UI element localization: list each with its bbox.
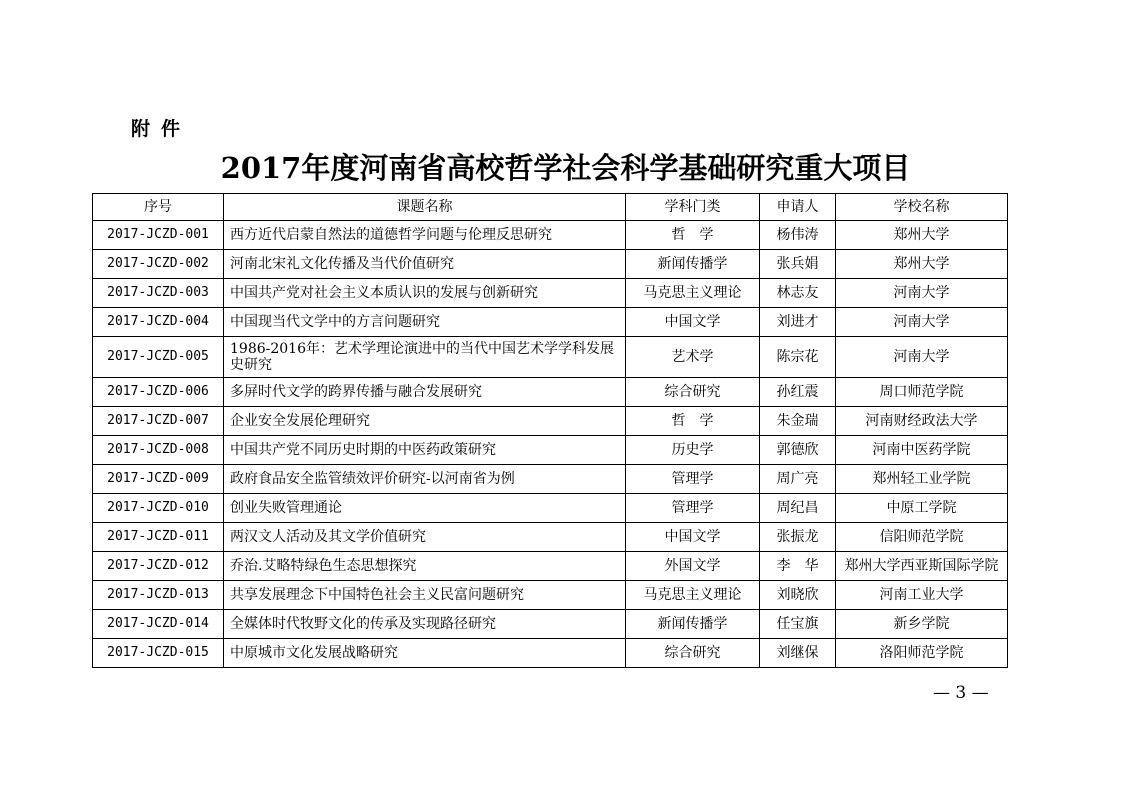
cell-discipline: 新闻传播学 <box>626 610 760 639</box>
cell-applicant: 郭德欣 <box>760 436 836 465</box>
document-title: 2017年度河南省高校哲学社会科学基础研究重大项目 <box>220 151 911 185</box>
cell-id: 2017-JCZD-003 <box>93 279 224 308</box>
cell-title: 共享发展理念下中国特色社会主义民富问题研究 <box>224 581 626 610</box>
header-applicant: 申请人 <box>760 194 836 221</box>
header-school: 学校名称 <box>836 194 1008 221</box>
cell-school: 郑州大学 <box>836 221 1008 250</box>
cell-id: 2017-JCZD-012 <box>93 552 224 581</box>
cell-id: 2017-JCZD-014 <box>93 610 224 639</box>
cell-title: 中国共产党不同历史时期的中医药政策研究 <box>224 436 626 465</box>
table-row <box>93 221 1008 250</box>
table-row <box>93 465 1008 494</box>
cell-title: 企业安全发展伦理研究 <box>224 407 626 436</box>
cell-discipline: 历史学 <box>626 436 760 465</box>
cell-applicant: 任宝旗 <box>760 610 836 639</box>
cell-applicant: 杨伟涛 <box>760 221 836 250</box>
cell-school: 河南大学 <box>836 337 1008 378</box>
cell-id: 2017-JCZD-008 <box>93 436 224 465</box>
cell-id: 2017-JCZD-007 <box>93 407 224 436</box>
cell-id: 2017-JCZD-010 <box>93 494 224 523</box>
table-row <box>93 523 1008 552</box>
cell-title: 河南北宋礼文化传播及当代价值研究 <box>224 250 626 279</box>
cell-applicant: 周广亮 <box>760 465 836 494</box>
cell-title: 创业失败管理通论 <box>224 494 626 523</box>
cell-school: 郑州大学西亚斯国际学院 <box>836 552 1008 581</box>
cell-applicant: 刘继保 <box>760 639 836 668</box>
cell-discipline: 管理学 <box>626 465 760 494</box>
cell-school: 中原工学院 <box>836 494 1008 523</box>
cell-discipline: 综合研究 <box>626 378 760 407</box>
cell-applicant: 张兵娟 <box>760 250 836 279</box>
cell-id: 2017-JCZD-006 <box>93 378 224 407</box>
page-number: — 3 — <box>933 683 989 703</box>
cell-applicant: 林志友 <box>760 279 836 308</box>
header-discipline: 学科门类 <box>626 194 760 221</box>
cell-school: 洛阳师范学院 <box>836 639 1008 668</box>
cell-title: 中原城市文化发展战略研究 <box>224 639 626 668</box>
cell-id: 2017-JCZD-011 <box>93 523 224 552</box>
cell-title: 1986-2016年：艺术学理论演进中的当代中国艺术学学科发展史研究 <box>224 337 626 378</box>
table-row <box>93 378 1008 407</box>
cell-title: 西方近代启蒙自然法的道德哲学问题与伦理反思研究 <box>224 221 626 250</box>
cell-title: 政府食品安全监管绩效评价研究-以河南省为例 <box>224 465 626 494</box>
table-row <box>93 250 1008 279</box>
table-row <box>93 407 1008 436</box>
cell-school: 周口师范学院 <box>836 378 1008 407</box>
cell-discipline: 管理学 <box>626 494 760 523</box>
cell-school: 新乡学院 <box>836 610 1008 639</box>
cell-title: 两汉文人活动及其文学价值研究 <box>224 523 626 552</box>
cell-school: 河南工业大学 <box>836 581 1008 610</box>
cell-id: 2017-JCZD-009 <box>93 465 224 494</box>
cell-school: 郑州大学 <box>836 250 1008 279</box>
cell-discipline: 马克思主义理论 <box>626 279 760 308</box>
table-header-row <box>93 194 1008 221</box>
cell-title: 中国现当代文学中的方言问题研究 <box>224 308 626 337</box>
cell-applicant: 孙红震 <box>760 378 836 407</box>
cell-school: 郑州轻工业学院 <box>836 465 1008 494</box>
header-title: 课题名称 <box>224 194 626 221</box>
table-row <box>93 552 1008 581</box>
cell-school: 信阳师范学院 <box>836 523 1008 552</box>
cell-applicant: 刘晓欣 <box>760 581 836 610</box>
table-row <box>93 581 1008 610</box>
cell-school: 河南大学 <box>836 279 1008 308</box>
cell-discipline: 马克思主义理论 <box>626 581 760 610</box>
cell-discipline: 哲 学 <box>626 407 760 436</box>
cell-discipline: 哲 学 <box>626 221 760 250</box>
cell-applicant: 张振龙 <box>760 523 836 552</box>
table-row <box>93 494 1008 523</box>
table-row <box>93 639 1008 668</box>
cell-applicant: 陈宗花 <box>760 337 836 378</box>
cell-title: 乔治.艾略特绿色生态思想探究 <box>224 552 626 581</box>
cell-discipline: 外国文学 <box>626 552 760 581</box>
cell-id: 2017-JCZD-002 <box>93 250 224 279</box>
table-row <box>93 436 1008 465</box>
cell-applicant: 李 华 <box>760 552 836 581</box>
attachment-label: 附件 <box>131 118 192 140</box>
cell-discipline: 中国文学 <box>626 308 760 337</box>
cell-discipline: 中国文学 <box>626 523 760 552</box>
table-row <box>93 337 1008 378</box>
cell-id: 2017-JCZD-001 <box>93 221 224 250</box>
cell-discipline: 新闻传播学 <box>626 250 760 279</box>
cell-title: 全媒体时代牧野文化的传承及实现路径研究 <box>224 610 626 639</box>
cell-school: 河南财经政法大学 <box>836 407 1008 436</box>
cell-applicant: 朱金瑞 <box>760 407 836 436</box>
project-table <box>92 193 1008 668</box>
cell-title: 中国共产党对社会主义本质认识的发展与创新研究 <box>224 279 626 308</box>
header-id: 序号 <box>93 194 224 221</box>
cell-discipline: 综合研究 <box>626 639 760 668</box>
cell-school: 河南中医药学院 <box>836 436 1008 465</box>
cell-school: 河南大学 <box>836 308 1008 337</box>
cell-id: 2017-JCZD-013 <box>93 581 224 610</box>
table-row <box>93 279 1008 308</box>
cell-id: 2017-JCZD-015 <box>93 639 224 668</box>
cell-id: 2017-JCZD-005 <box>93 337 224 378</box>
table-row <box>93 610 1008 639</box>
cell-title: 多屏时代文学的跨界传播与融合发展研究 <box>224 378 626 407</box>
table-row <box>93 308 1008 337</box>
cell-id: 2017-JCZD-004 <box>93 308 224 337</box>
cell-applicant: 周纪昌 <box>760 494 836 523</box>
cell-applicant: 刘进才 <box>760 308 836 337</box>
cell-discipline: 艺术学 <box>626 337 760 378</box>
